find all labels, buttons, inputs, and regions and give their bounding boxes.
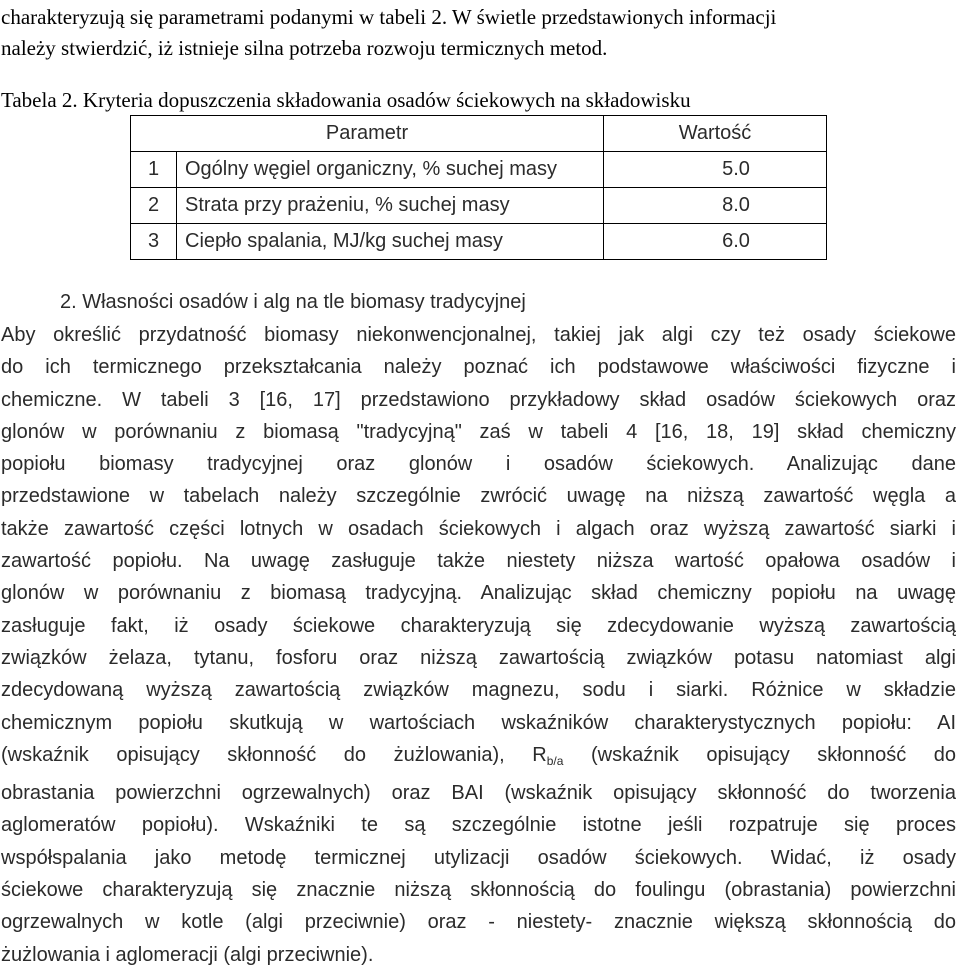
paragraph-line: obrastania powierzchni ogrzewalnych) oraz BAI (wskaźnik opisujący skłonność do tworzenia: [1, 782, 956, 805]
paragraph-line: zasługuje fakt, iż osady ściekowe charakteryzują się zdecydowanie wyższą zawartością: [1, 614, 956, 637]
paragraph-line: glonów w porównaniu z biomasą "tradycyjną" zaś w tabeli 4 [16, 18, 19] skład chemiczny: [1, 420, 956, 443]
paragraph-line: chemicznym popiołu skutkują w wartościach wskaźników charakterystycznych popiołu: AI: [1, 711, 956, 734]
criteria-table: [130, 115, 827, 260]
paragraph-line: [1, 739, 956, 777]
paragraph-line: aglomeratów popiołu). Wskaźniki te są szczególnie istotne jeśli rozpatruje się proces: [1, 814, 956, 837]
paragraph-line: współspalania jako metodę termicznej utylizacji osadów ściekowych. Widać, iż osady: [1, 846, 956, 869]
paragraph-fragment: (wskaźnik opisujący skłonność do żużlowania), R: [1, 743, 547, 766]
row-number: 1: [131, 152, 177, 188]
intro-line: charakteryzują się parametrami podanymi w tabeli 2. W świetle przedstawionych informacji: [1, 5, 777, 29]
table-caption: Tabela 2. Kryteria dopuszczenia składowania osadów ściekowych na składowisku: [1, 88, 691, 112]
row-number: 3: [131, 224, 177, 260]
row-value: 6.0: [604, 224, 827, 260]
paragraph-line: chemiczne. W tabeli 3 [16, 17] przedstawiono przykładowy skład osadów ściekowych oraz: [1, 388, 956, 411]
row-parameter: Strata przy prażeniu, % suchej masy: [177, 188, 604, 224]
paragraph-line: związków żelaza, tytanu, fosforu oraz niższą zawartością związków potasu natomiast algi: [1, 646, 956, 669]
subscript-text: b/a: [546, 753, 564, 768]
header-parametr: Parametr: [131, 116, 604, 152]
section-heading: 2. Własności osadów i alg na tle biomasy tradycyjnej: [60, 291, 526, 313]
paragraph-fragment: (wskaźnik opisujący skłonność do: [563, 743, 956, 766]
row-number: 2: [131, 188, 177, 224]
paragraph-line: przedstawione w tabelach należy szczególnie zwrócić uwagę na niższą zawartość węgla a: [1, 485, 956, 508]
intro-paragraph: [1, 2, 956, 64]
table-row: [131, 188, 827, 224]
paragraph-line: Aby określić przydatność biomasy niekonwencjonalnej, takiej jak algi czy też osady ściekowe: [1, 324, 956, 346]
paragraph-line: zdecydowaną wyższą zawartością związków magnezu, sodu i siarki. Różnice w składzie: [1, 679, 956, 702]
row-value: 5.0: [604, 152, 827, 188]
body-paragraph: [1, 319, 956, 971]
row-value: 8.0: [604, 188, 827, 224]
paragraph-line: popiołu biomasy tradycyjnej oraz glonów i osadów ściekowych. Analizując dane: [1, 453, 956, 476]
table-header-row: [131, 116, 827, 152]
paragraph-line: glonów w porównaniu z biomasą tradycyjną. Analizując skład chemiczny popiołu na uwagę: [1, 582, 956, 605]
table-row: [131, 152, 827, 188]
row-parameter: Ogólny węgiel organiczny, % suchej masy: [177, 152, 604, 188]
table-row: [131, 224, 827, 260]
intro-line: należy stwierdzić, iż istnieje silna potrzeba rozwoju termicznych metod.: [1, 36, 608, 60]
paragraph-line: ogrzewalnych w kotle (algi przeciwnie) oraz - niestety- znacznie większą skłonnością do: [1, 911, 956, 934]
paragraph-line: żużlowania i aglomeracji (algi przeciwnie).: [1, 943, 374, 966]
header-wartosc: Wartość: [604, 116, 827, 152]
paragraph-line: zawartość popiołu. Na uwagę zasługuje także niestety niższa wartość opałowa osadów i: [1, 550, 956, 573]
paragraph-line: ściekowe charakteryzują się znacznie niższą skłonnością do foulingu (obrastania) powierzchni: [1, 879, 956, 902]
paragraph-line: do ich termicznego przekształcania należy poznać ich podstawowe właściwości fizyczne i: [1, 356, 956, 379]
paragraph-line: także zawartość części lotnych w osadach ściekowych i algach oraz wyższą zawartość siarki i: [1, 517, 956, 540]
row-parameter: Ciepło spalania, MJ/kg suchej masy: [177, 224, 604, 260]
